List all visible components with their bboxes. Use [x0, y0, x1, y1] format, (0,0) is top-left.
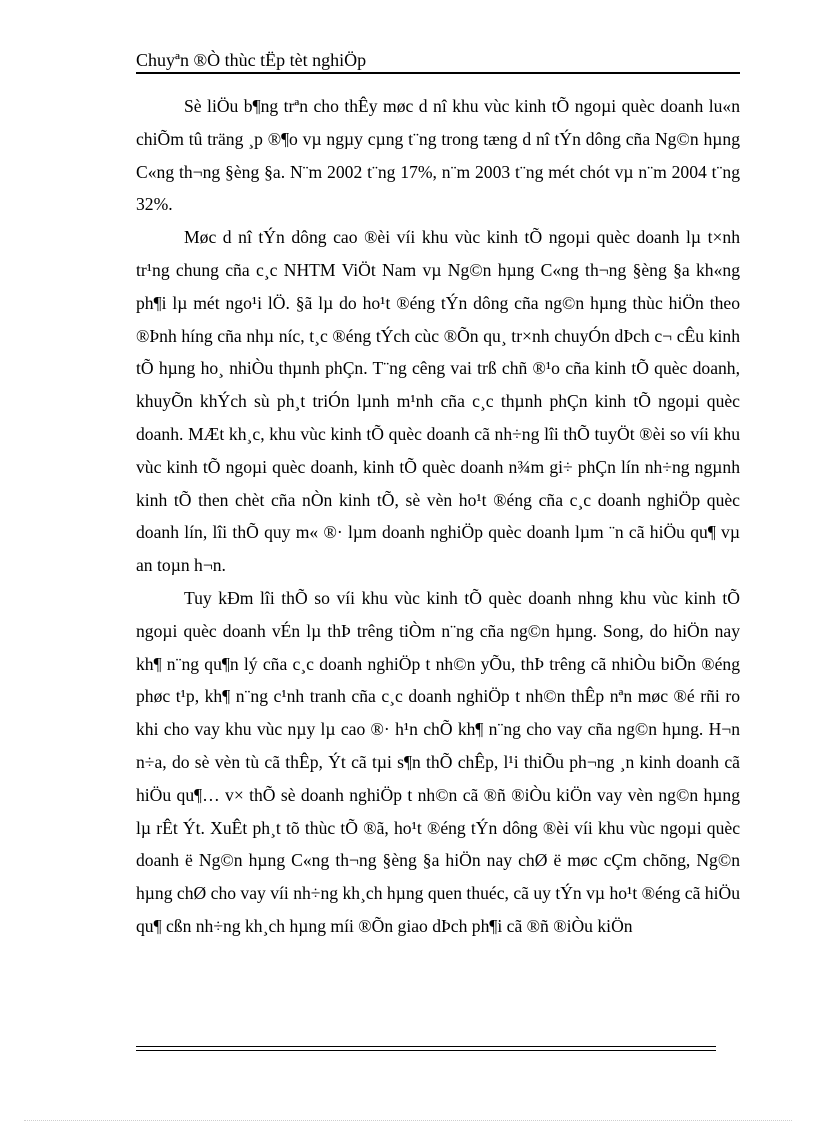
header-divider — [136, 72, 740, 74]
paragraph: Tuy kÐm lîi thÕ so víi khu vùc kinh tÕ quèc doanh nhng khu vùc kinh tÕ ngoµi quèc doanh vÉn lµ thÞ trêng tiÒm n¨ng cña ng©n hµng. Song, do hiÖn nay kh¶ n¨ng qu¶n lý cña c¸c doanh nghiÖp t nh©n yÕu, thÞ trêng cã nhiÒu biÕn ®éng phøc t¹p, kh¶ n¨ng c¹nh tranh cña c¸c doanh nghiÖp t nh©n thÊp nªn møc ®é rñi ro khi cho vay khu vùc nµy lµ cao ®· h¹n chÕ kh¶ n¨ng cho vay cña ng©n hµng. H¬n n÷a, do sè vèn tù cã thÊp, Ýt cã tµi s¶n thÕ chÊp, l¹i thiÕu ph¬ng ¸n kinh doanh cã hiÖu qu¶… v× thÕ sè doanh nghiÖp t nh©n cã ®ñ ®iÒu kiÖn vay vèn ng©n hµng lµ rÊt Ýt. XuÊt ph¸t tõ thùc tÕ ®ã, ho¹t ®éng tÝn dông ®èi víi khu vùc ngoµi quèc doanh ë Ng©n hµng C«ng th¬ng §èng §a hiÖn nay chØ ë møc cÇm chõng, Ng©n hµng chØ cho vay víi nh÷ng kh¸ch hµng quen thuéc, cã uy tÝn vµ ho¹t ®éng cã hiÖu qu¶ cßn nh÷ng kh¸ch hµng míi ®Õn giao dÞch ph¶i cã ®ñ ®iÒu kiÖn — [136, 587, 740, 936]
page-header-title: Chuyªn ®Ò thùc tËp tèt nghiÖp — [136, 50, 367, 70]
paragraph: Møc d nî tÝn dông cao ®èi víi khu vùc kinh tÕ ngoµi quèc doanh lµ t×nh tr¹ng chung cña c¸c NHTM ViÖt Nam vµ Ng©n hµng C«ng th¬ng §èng §a kh«ng ph¶i lµ mét ngo¹i lÖ. §ã lµ do ho¹t ®éng tÝn dông cña ng©n hµng thùc hiÖn theo ®Þnh híng cña nhµ níc, t¸c ®éng tÝch cùc ®Õn qu¸ tr×nh chuyÓn dÞch c¬ cÊu kinh tÕ hµng ho¸ nhiÒu thµnh phÇn. T¨ng cêng vai trß chñ ®¹o cña kinh tÕ quèc doanh, khuyÕn khÝch sù ph¸t triÓn lµnh m¹nh cña c¸c thµnh phÇn kinh tÕ ngoµi quèc doanh. MÆt kh¸c, khu vùc kinh tÕ quèc doanh cã nh÷ng lîi thÕ tuyÖt ®èi so víi khu vùc kinh tÕ ngoµi quèc doanh, kinh tÕ quèc doanh n¾m gi÷ phÇn lín nh÷ng ngµnh kinh tÕ then chèt cña nÒn kinh tÕ, sè vèn ho¹t ®éng cña c¸c doanh nghiÖp quèc doanh lín, lîi thÕ quy m« ®· lµm doanh nghiÖp quèc doanh lµm ¨n cã hiÖu qu¶ vµ an toµn h¬n. — [136, 227, 740, 576]
page-bottom-edge — [24, 1120, 792, 1121]
document-body — [136, 90, 740, 943]
paragraph: Sè liÖu b¶ng trªn cho thÊy møc d nî khu vùc kinh tÕ ngoµi quèc doanh lu«n chiÕm tû träng ¸p ®¶o vµ ngµy cµng t¨ng trong tæng d nî tÝn dông cña Ng©n hµng C«ng th¬ng §èng §a. N¨m 2002 t¨ng 17%, n¨m 2003 t¨ng mét chót vµ n¨m 2004 t¨ng 32%. — [136, 96, 740, 215]
footer-divider — [136, 1046, 716, 1051]
